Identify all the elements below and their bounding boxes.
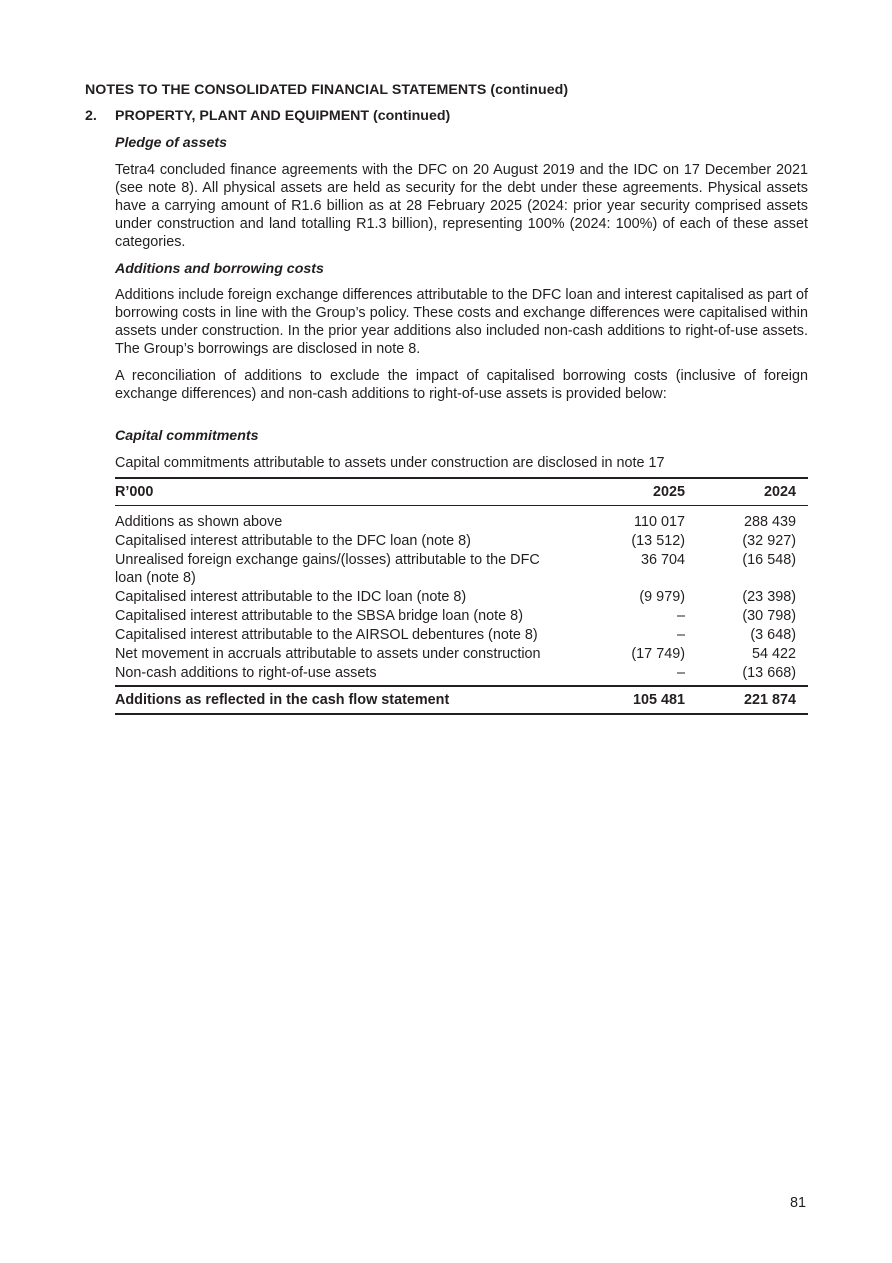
row-label: Capitalised interest attributable to the IDC loan (note 8)	[115, 589, 467, 605]
row-label: Additions as shown above	[115, 514, 283, 530]
row-label: Unrealised foreign exchange gains/(losses) attributable to the DFC loan (note 8)	[115, 552, 540, 586]
row-label: Capitalised interest attributable to the SBSA bridge loan (note 8)	[115, 608, 523, 624]
row-label: Capitalised interest attributable to the AIRSOL debentures (note 8)	[115, 627, 538, 643]
row-value-2025: –	[676, 665, 685, 681]
table-row	[115, 664, 808, 682]
row-value-2025: (17 749)	[631, 646, 685, 662]
row-value-2024: 288 439	[743, 514, 796, 530]
table-row	[115, 645, 808, 663]
row-value-2025: (13 512)	[631, 533, 685, 549]
document-title: NOTES TO THE CONSOLIDATED FINANCIAL STATEMENTS (continued)	[85, 82, 569, 98]
table-total-row	[115, 685, 808, 713]
additions-heading: Additions and borrowing costs	[115, 261, 324, 277]
header-unit-label: R’000	[115, 484, 154, 500]
pledge-paragraph: Tetra4 concluded finance agreements with the DFC on 20 August 2019 and the IDC on 17 December 2021 (see note 8). All physical assets are held as security for the debt under these agreements. Physical assets have a carrying amount of R1.6 billion as at 28 February 2025 (2024: prior year security comprised assets under construction and land totalling R1.3 billion), representing 100% (2024: 100%) of each of these asset categories.	[115, 162, 808, 250]
section-heading	[85, 108, 450, 124]
header-2024: 2024	[763, 484, 796, 500]
additions-reconciliation-table	[115, 477, 808, 715]
total-value-2025: 105 481	[632, 692, 685, 708]
row-label: Capitalised interest attributable to the DFC loan (note 8)	[115, 533, 471, 549]
total-value-2024: 221 874	[743, 692, 796, 708]
table-row	[115, 626, 808, 644]
total-label: Additions as reflected in the cash flow statement	[115, 692, 450, 708]
table-body	[115, 506, 808, 685]
row-value-2024: (32 927)	[742, 533, 796, 549]
row-label: Non-cash additions to right-of-use assets	[115, 665, 377, 681]
table-row	[115, 513, 808, 531]
row-value-2025: –	[676, 627, 685, 643]
row-value-2024: (16 548)	[742, 552, 796, 568]
row-value-2025: (9 979)	[639, 589, 685, 605]
row-label: Net movement in accruals attributable to assets under construction	[115, 646, 541, 662]
table-row	[115, 551, 808, 587]
row-value-2025: 36 704	[640, 552, 685, 568]
pledge-heading: Pledge of assets	[115, 135, 227, 151]
capital-commitments-heading: Capital commitments	[115, 428, 259, 444]
row-value-2025: –	[676, 608, 685, 624]
row-value-2024: (30 798)	[742, 608, 796, 624]
row-value-2025: 110 017	[634, 514, 685, 530]
row-value-2024: (13 668)	[742, 665, 796, 681]
capital-commitments-paragraph: Capital commitments attributable to assets under construction are disclosed in note 17	[115, 455, 665, 471]
row-value-2024: (23 398)	[742, 589, 796, 605]
additions-paragraph-2: A reconciliation of additions to exclude the impact of capitalised borrowing costs (inclusive of foreign exchange differences) and non-cash additions to right-of-use assets is provided below:	[115, 368, 808, 402]
table-row	[115, 532, 808, 550]
table-header	[115, 479, 808, 506]
page-number: 81	[790, 1195, 807, 1211]
table-row	[115, 607, 808, 625]
section-number: 2.	[85, 108, 97, 124]
header-2025: 2025	[652, 484, 685, 500]
row-value-2024: 54 422	[751, 646, 796, 662]
additions-paragraph-1: Additions include foreign exchange differences attributable to the DFC loan and interest capitalised as part of borrowing costs in line with the Group’s policy. These costs and exchange differences were capitalised within assets under construction. In the prior year additions also included non-cash additions to right-of-use assets. The Group’s borrowings are disclosed in note 8.	[115, 287, 808, 357]
section-title: PROPERTY, PLANT AND EQUIPMENT (continued)	[115, 108, 451, 124]
table-row	[115, 588, 808, 606]
row-value-2024: (3 648)	[750, 627, 796, 643]
